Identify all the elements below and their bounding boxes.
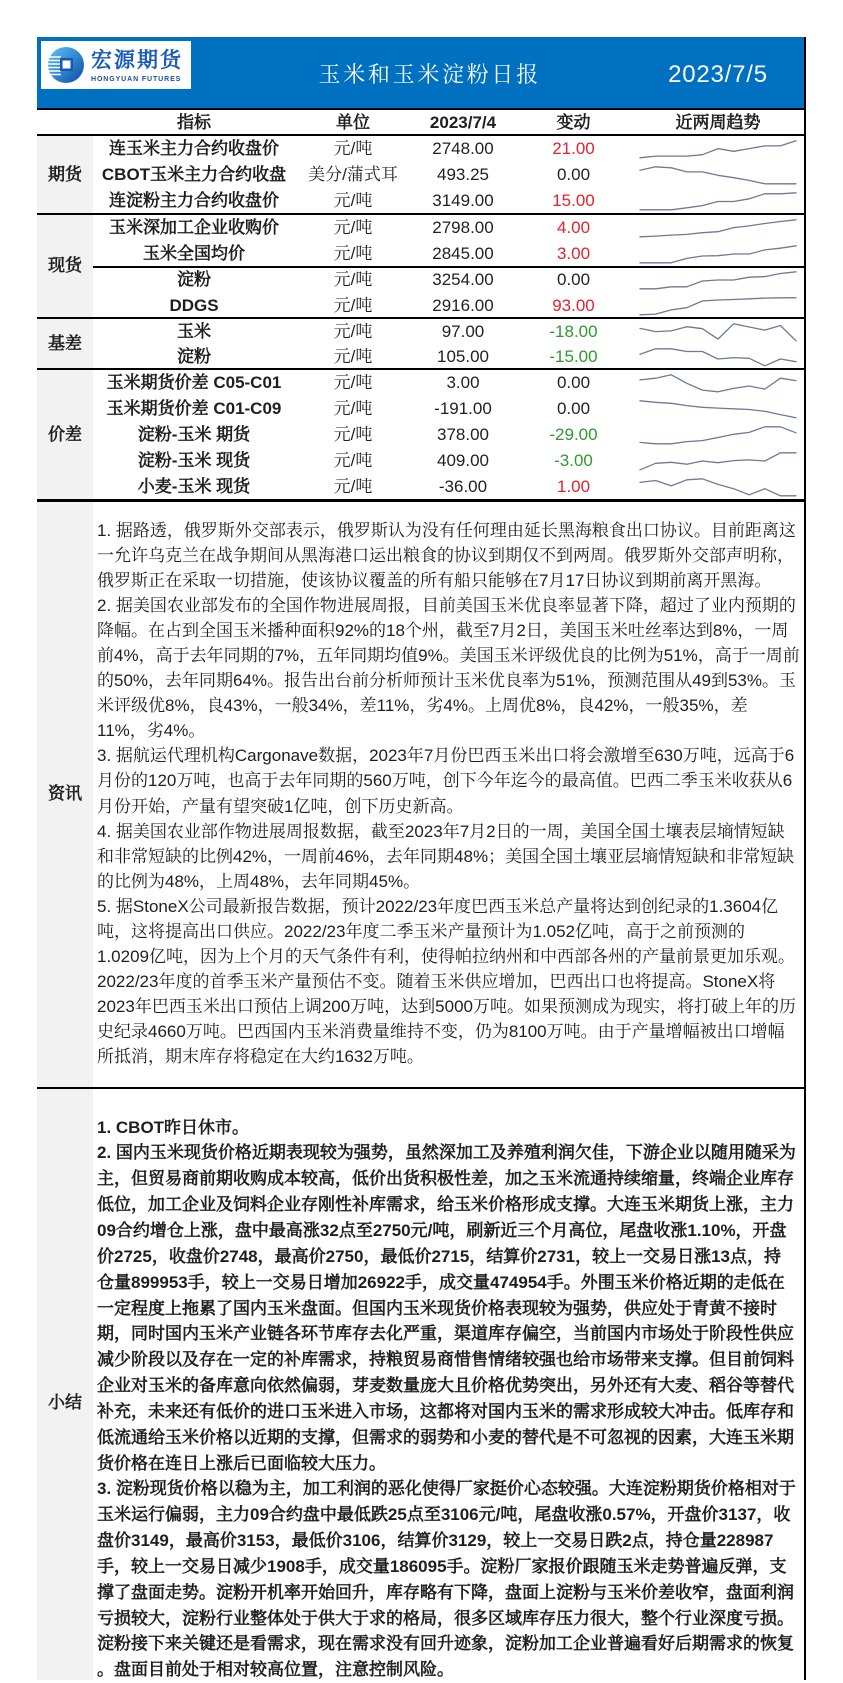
latest-value: 3.00 xyxy=(446,373,480,392)
latest-value: 2798.00 xyxy=(432,218,494,237)
report-title: 玉米和玉米淀粉日报 xyxy=(318,62,541,87)
trend-sparkline xyxy=(639,241,797,267)
group-divider xyxy=(37,317,806,319)
summary-line: 期，同时国内玉米产业链各环节库存去化严重，渠道库存偏空，当前国内市场处于阶段性供应 xyxy=(97,1324,794,1344)
latest-value: -36.00 xyxy=(438,477,488,496)
latest-value: 3254.00 xyxy=(432,270,494,289)
news-line: 5. 据StoneX公司最新报告数据，预计2022/23年度巴西玉米总产量将达到创纪录的1.3604亿 xyxy=(97,896,779,916)
latest-value: 3149.00 xyxy=(432,191,494,210)
table-row xyxy=(37,422,804,448)
trend-sparkline xyxy=(639,474,797,500)
unit: 元/吨 xyxy=(333,296,373,315)
category-label-basis: 基差 xyxy=(48,333,82,353)
change-value: 0.00 xyxy=(556,270,591,289)
change-value: -29.00 xyxy=(549,425,598,444)
table-row xyxy=(37,448,804,474)
news-line: 1. 据路透，俄罗斯外交部表示，俄罗斯认为没有任何理由延长黑海粮食出口协议。目前距离这 xyxy=(97,520,796,540)
trend-sparkline xyxy=(639,344,797,370)
news-text-block xyxy=(97,518,800,1070)
trend-sparkline xyxy=(639,162,797,188)
group-divider xyxy=(37,213,806,215)
category-label-news: 资讯 xyxy=(48,784,82,803)
unit: 元/吨 xyxy=(333,399,373,418)
table-row xyxy=(37,136,804,162)
category-label-futures: 期货 xyxy=(48,164,82,184)
column-header-trend: 近两周趋势 xyxy=(675,113,761,132)
indicator-name: 淀粉-玉米 期货 xyxy=(137,425,251,444)
unit: 元/吨 xyxy=(333,322,373,341)
unit: 元/吨 xyxy=(333,477,373,496)
change-value: -3.00 xyxy=(554,451,593,470)
row-divider xyxy=(93,266,806,268)
summary-line: 09合约增仓上涨，盘中最高涨32点至2750元/吨，刷新近三个月高位，尾盘收涨1.10%，开盘 xyxy=(97,1220,787,1240)
summary-line: 低位，加工企业及饲料企业存刚性补库需求，给玉米价格形成支撑。大连玉米期货上涨，主力 xyxy=(97,1195,794,1215)
column-header-indicator: 指标 xyxy=(177,113,211,132)
indicator-name: 连玉米主力合约收盘价 xyxy=(109,139,279,158)
table-row xyxy=(37,162,804,188)
summary-line: 一定程度上拖累了国内玉米盘面。但国内玉米现货价格表现较为强势，供应处于青黄不接时 xyxy=(97,1298,777,1318)
latest-value: 105.00 xyxy=(437,347,489,366)
logo-name-en: HONGYUAN FUTURES xyxy=(91,76,182,83)
latest-value: 378.00 xyxy=(437,425,489,444)
latest-value: 493.25 xyxy=(437,165,489,184)
latest-value: 97.00 xyxy=(441,322,485,341)
news-line: 的50%，去年同期64%。报告出台前分析师预计玉米优良率为51%，预测范围从49到53%。玉 xyxy=(97,671,797,691)
change-value: 0.00 xyxy=(556,373,591,392)
table-row xyxy=(37,267,804,293)
change-value: 0.00 xyxy=(556,399,591,418)
column-header-date: 2023/7/4 xyxy=(429,113,497,132)
summary-line: 价2725，收盘价2748，最高价2750，最低价2715，结算价2731，较上一交易日涨13点，持 xyxy=(97,1246,781,1266)
table-row xyxy=(37,215,804,241)
summary-line: 撑了盘面走势。淀粉开机率开始回升，库存略有下降，盘面上淀粉与玉米价差收窄，盘面利润 xyxy=(97,1582,794,1602)
hongyuan-logo-icon xyxy=(46,45,86,85)
column-header-change: 变动 xyxy=(556,113,591,132)
unit: 元/吨 xyxy=(333,218,373,237)
section-divider xyxy=(37,1087,806,1089)
change-value: 15.00 xyxy=(552,191,595,210)
latest-value: -191.00 xyxy=(434,399,492,418)
change-value: 4.00 xyxy=(556,218,591,237)
group-divider xyxy=(37,368,806,370)
news-line: 史纪录4660万吨。巴西国内玉米消费量维持不变，仍为8100万吨。由于产量增幅被出口增幅 xyxy=(97,1022,785,1042)
news-line: 的比例为48%，上周48%，去年同期45%。 xyxy=(97,871,421,891)
news-line: 俄罗斯正在采取一切措施，使该协议覆盖的所有船只能够在7月17日协议到期前离开黑海。 xyxy=(97,570,772,590)
trend-sparkline xyxy=(639,215,797,241)
news-line: 吨，这将提高出口供应。2022/23年度二季玉米产量预计为1.052亿吨，高于之前预测的 xyxy=(97,922,745,941)
table-row xyxy=(37,370,804,396)
header-bottom-rule xyxy=(37,108,806,110)
news-line: 前4%，高于去年同期的7%，五年同期均值9%。美国玉米评级优良的比例为51%，高于一周前 xyxy=(97,645,800,665)
table-row xyxy=(37,188,804,214)
change-value: -15.00 xyxy=(549,347,598,366)
news-line: 降幅。在占到全国玉米播种面积92%的18个州，截至7月2日，美国玉米吐丝率达到8%，一周 xyxy=(97,620,789,640)
news-line: 和非常短缺的比例42%，一周前46%，去年同期48%；美国全国土壤亚层墒情短缺和非常短缺 xyxy=(97,846,795,866)
right-border xyxy=(804,37,806,1680)
summary-line: 低流通给玉米价格以近期的支撑，但需求的弱势和小麦的替代是不可忽视的因素，大连玉米期 xyxy=(97,1427,794,1447)
news-line: 1.0209亿吨，因为上个月的天气条件有利，使得帕拉纳州和中西部各州的产量前景更加乐观。 xyxy=(97,947,795,967)
unit: 元/吨 xyxy=(333,244,373,263)
news-line: 2023年巴西玉米出口预估上调200万吨，达到5000万吨。如果预测成为现实，将打破上年的历 xyxy=(97,997,796,1017)
unit: 元/吨 xyxy=(333,373,373,392)
news-line: 2022/23年度的首季玉米产量预估不变。随着玉米供应增加，巴西出口也将提高。StoneX将 xyxy=(97,972,776,992)
summary-line: 补充，未来还有低价的进口玉米进入市场，这都将对国内玉米的需求形成较大冲击。低库存和 xyxy=(97,1401,794,1421)
summary-line: 手，较上一交易日减少1908手，成交量186095手。淀粉厂家报价跟随玉米走势普遍反弹，支 xyxy=(97,1556,787,1576)
latest-value: 2845.00 xyxy=(432,244,494,263)
news-line: 4. 据美国农业部作物进展周报数据，截至2023年7月2日的一周，美国全国土壤表层墒情短缺 xyxy=(97,821,785,841)
table-bottom-rule xyxy=(37,499,806,502)
change-value: 0.00 xyxy=(556,165,591,184)
change-value: 21.00 xyxy=(552,139,595,158)
summary-line: 仓量899953手，较上一交易日增加26922手，成交量474954手。外围玉米价格近期的走低在 xyxy=(97,1272,785,1292)
logo-name-cn: 宏源期货 xyxy=(91,49,183,72)
news-line: 3. 据航运代理机构Cargonave数据，2023年7月份巴西玉米出口将会激增至630万吨，远高于6 xyxy=(97,746,795,766)
summary-line: 玉米运行偏弱，主力09合约盘中最低跌25点至3106元/吨，尾盘收涨0.57%，开盘价3137，收 xyxy=(97,1505,791,1525)
summary-line: 减少阶段以及存在一定的补库需求，持粮贸易商惜售情绪较强也给市场带来支撑。但目前饲料 xyxy=(97,1350,794,1370)
news-line: 所抵消，期末库存将稳定在大约1632万吨。 xyxy=(97,1047,424,1067)
news-line: 11%，劣4%。 xyxy=(97,721,206,741)
unit: 元/吨 xyxy=(333,347,373,366)
indicator-name: 淀粉 xyxy=(177,270,211,289)
column-header-unit: 单位 xyxy=(336,113,370,132)
column-header-rule xyxy=(37,134,806,136)
table-row xyxy=(37,474,804,500)
summary-line: 1. CBOT昨日休市。 xyxy=(97,1117,250,1137)
trend-sparkline xyxy=(639,267,797,293)
unit: 元/吨 xyxy=(333,270,373,289)
summary-line: 3. 淀粉现货价格以稳为主，加工利润的恶化使得厂家挺价心态较强。大连淀粉期货价格相对于 xyxy=(97,1479,796,1499)
category-label-summary: 小结 xyxy=(48,1393,82,1412)
table-row xyxy=(37,319,804,345)
trend-sparkline xyxy=(639,370,797,396)
trend-sparkline xyxy=(639,293,797,319)
news-line: 一允许乌克兰在战争期间从黑海港口运出粮食的协议到期仅不到两周。俄罗斯外交部声明称， xyxy=(97,545,794,565)
news-line: 2. 据美国农业部发布的全国作物进展周报，目前美国玉米优良率显著下降，超过了业内预期的 xyxy=(97,595,796,615)
summary-line: 2. 国内玉米现货价格近期表现较为强势，虽然深加工及养殖利润欠佳，下游企业以随用随采为 xyxy=(97,1143,796,1163)
company-logo xyxy=(41,41,191,89)
indicator-name: 淀粉 xyxy=(177,347,211,366)
table-row xyxy=(37,344,804,370)
change-value: -18.00 xyxy=(549,322,598,341)
unit: 美分/蒲式耳 xyxy=(308,165,398,184)
trend-sparkline xyxy=(639,136,797,162)
category-label-spread: 价差 xyxy=(48,424,82,444)
summary-line: 货价格在连日上涨后已面临较大压力。 xyxy=(97,1453,386,1473)
table-header-row xyxy=(37,110,804,135)
summary-line: 淀粉接下来关键还是看需求，现在需求没有回升迹象，淀粉加工企业普遍看好后期需求的恢复 xyxy=(97,1634,794,1654)
trend-sparkline xyxy=(639,188,797,214)
indicator-name: 小麦-玉米 现货 xyxy=(137,477,251,496)
news-line: 米评级优8%，良43%，一般34%，差11%，劣4%。上周优8%，良42%，一般35%，差 xyxy=(97,696,748,716)
report-date: 2023/7/5 xyxy=(668,61,768,88)
latest-value: 2748.00 xyxy=(432,139,494,158)
change-value: 1.00 xyxy=(556,477,591,496)
summary-line: 主，但贸易商前期收购成本较高，低价出货积极性差，加之玉米流通持续缩量，终端企业库存 xyxy=(97,1169,794,1189)
unit: 元/吨 xyxy=(333,139,373,158)
news-line: 月份的120万吨，也高于去年同期的560万吨，创下今年迄今的最高值。巴西二季玉米收获从6 xyxy=(97,771,793,791)
latest-value: 409.00 xyxy=(437,451,489,470)
summary-line: 盘价3149，最高价3153，最低价3106，结算价3129，较上一交易日跌2点，持仓量228987 xyxy=(97,1531,774,1551)
trend-sparkline xyxy=(639,319,797,345)
indicator-name: CBOT玉米主力合约收盘 xyxy=(101,165,287,184)
summary-line: 企业对玉米的备库意向依然偏弱，芽麦数量庞大且价格优势突出，另外还有大麦、稻谷等替代 xyxy=(97,1376,794,1396)
indicator-name: 淀粉-玉米 现货 xyxy=(137,451,251,470)
indicator-name: 连淀粉主力合约收盘价 xyxy=(109,191,279,210)
change-value: 93.00 xyxy=(552,296,595,315)
trend-sparkline xyxy=(639,422,797,448)
summary-line: 亏损较大，淀粉行业整体处于供大于求的格局，很多区域库存压力很大，整个行业深度亏损。 xyxy=(97,1608,794,1628)
indicator-name: 玉米期货价差 C05-C01 xyxy=(106,373,282,392)
indicator-name: 玉米期货价差 C01-C09 xyxy=(106,399,282,418)
trend-sparkline xyxy=(639,448,797,474)
news-line: 月份开始，产量有望突破1亿吨，创下历史新高。 xyxy=(97,796,464,816)
latest-value: 2916.00 xyxy=(432,296,494,315)
indicator-name: 玉米 xyxy=(177,322,211,341)
indicator-name: DDGS xyxy=(169,296,219,315)
category-label-spot: 现货 xyxy=(48,256,82,275)
change-value: 3.00 xyxy=(556,244,591,263)
summary-line: 。盘面目前处于相对较高位置，注意控制风险。 xyxy=(97,1660,454,1680)
unit: 元/吨 xyxy=(333,425,373,444)
unit: 元/吨 xyxy=(333,191,373,210)
indicator-name: 玉米全国均价 xyxy=(143,244,245,263)
table-row xyxy=(37,396,804,422)
report-header xyxy=(37,37,804,108)
table-row xyxy=(37,293,804,319)
trend-sparkline xyxy=(639,396,797,422)
table-row xyxy=(37,241,804,267)
unit: 元/吨 xyxy=(333,451,373,470)
indicator-name: 玉米深加工企业收购价 xyxy=(109,218,279,237)
summary-text-block xyxy=(97,1115,796,1683)
